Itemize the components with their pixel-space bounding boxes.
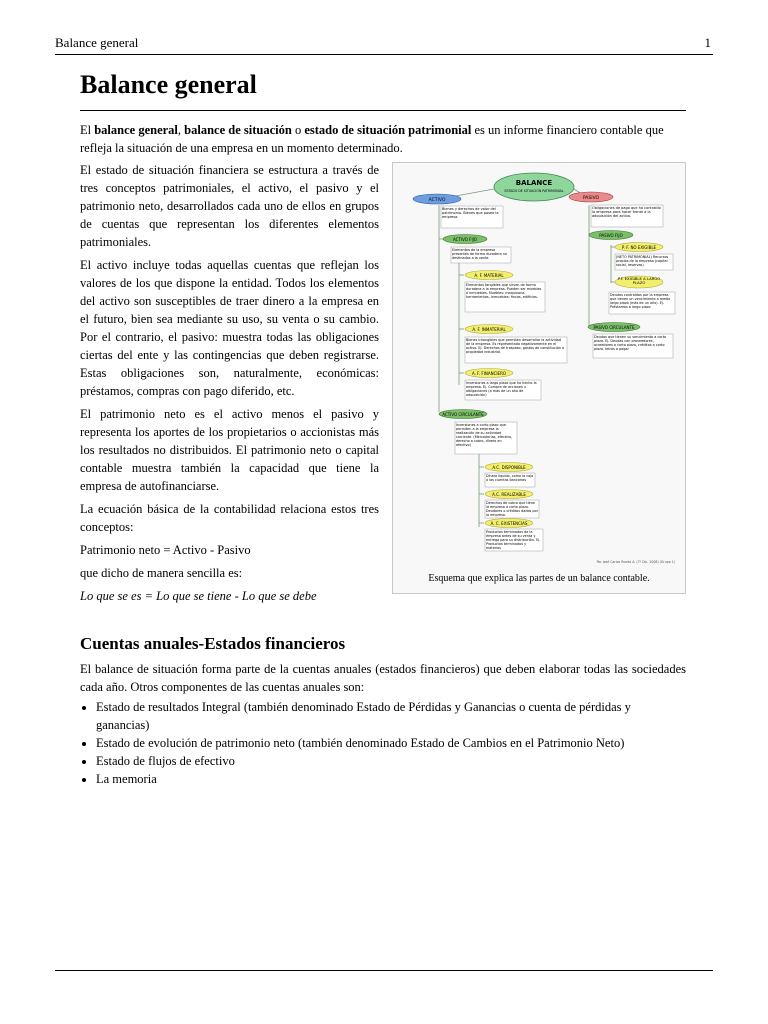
paragraph-patrimonio: El patrimonio neto es el activo menos el pasivo y representa los aportes de los propietarios o accionistas más los resultados no distribuidos. El patrimonio neto o capital contable muestra también la capacidad que tiene la empresa de autofinanciarse. <box>80 407 379 493</box>
paragraph-sencilla: que dicho de manera sencilla es: <box>80 566 243 580</box>
left-column <box>80 161 379 610</box>
ac-existencias-label: A. C. EXISTENCIAS <box>490 521 528 526</box>
root-title: BALANCE <box>515 179 553 187</box>
activo-desc: Bienes y derechos de valor del patrimonio. Bienes que posee la empresa. <box>442 207 499 219</box>
root-oval <box>494 173 574 201</box>
quote <box>80 587 379 605</box>
pasivo-desc: Obligaciones de pago que ha contraído la empresa para hacer frente a la adquisición del activo. <box>592 206 661 218</box>
footer-rule <box>55 970 713 971</box>
af-material-desc: Elementos tangibles que sirven de forma duradera a la empresa. Pueden ser muebles o inmuebles. Muebles: maquinaria, herramientas. Inmuebles: fincas, edificios. <box>466 283 542 299</box>
pasivo-fijo-label: PASIVO FIJO <box>599 233 623 238</box>
pf-exigible-label-wrap <box>617 277 661 288</box>
af-material-label: A. F. MATERIAL <box>474 273 504 278</box>
pf-exigible-desc: Deudas contraídas por la empresa que tienen un vencimiento a medio largo plazo (más de un año). Ej. Préstamos a largo plazo <box>610 293 671 309</box>
list-item: • La memoria <box>96 770 686 788</box>
paragraph-structure: El estado de situación financiera se estructura a través de tres conceptos patrimoniales, el activo, el pasivo y el patrimonio neto, desarrollados cada uno de ellos en grupos de cuentas que representan los diferentes elementos patrimoniales. <box>80 163 379 249</box>
ac-realizable-label: A.C. REALIZABLE <box>492 492 526 497</box>
pf-no-exigible-desc: (NETO PATRIMONIAL) Recursos propios de la empresa (capital social, reservas) <box>616 255 669 267</box>
intro-text: , <box>177 123 185 137</box>
pasivo-circulante-desc: Deudas que tienen su vencimiento a corto plazo. Ej. Deudas con proveedores, acreedores a corto plazo, créditos a corto plazo, letras a pagar <box>594 335 667 351</box>
running-header <box>55 34 713 55</box>
pf-exigible-label: P.F. EXIGIBLE A LARGO PLAZO <box>617 277 661 286</box>
pasivo-label: PASIVO <box>582 196 600 201</box>
balance-diagram-figure <box>392 162 686 594</box>
ac-disponible-label: A.C. DISPONIBLE <box>492 465 526 470</box>
paragraph-activo: El activo incluye todas aquellas cuentas que reflejan los valores de los que dispone la entidad. Todos los elementos del activo son susceptibles de traer dinero a la empresa en el futuro, bien sea mediante su uso, su venta o su cambio. Por el contrario, el pasivo: muestra todas las obligaciones ciertas del ente y las contingencias que deben registrarse. Estas obligaciones son, naturalmente, económicas: préstamos, compras con pago diferido, etc. <box>80 258 379 398</box>
section-body <box>80 660 686 788</box>
activo-label: ACTIVO <box>428 198 446 203</box>
pf-no-exigible-label: P. F. NO EXIGIBLE <box>621 245 657 250</box>
activo-circulante-label: ACTIVO CIRCULANTE <box>442 412 484 417</box>
running-title: Balance general <box>55 35 139 50</box>
intro-text: El <box>80 123 95 137</box>
equation: Patrimonio neto = Activo - Pasivo <box>80 543 251 557</box>
page-number: 1 <box>704 35 711 50</box>
section-paragraph: El balance de situación forma parte de la cuentas anuales (estados financieros) que deben elaborar todas las sociedades cada año. Otros componentes de las cuentas anuales son: <box>80 662 686 694</box>
af-inmaterial-desc: Bienes intangibles que permiten desarrollar la actividad de la empresa. Es representado negativamente en el activo. Ej. Derechos de traspaso, gastos de constitución o propiedad industrial. <box>466 338 565 354</box>
list-item: • Estado de evolución de patrimonio neto (también denominado Estado de Cambios en el Patrimonio Neto) <box>96 734 686 752</box>
af-financiero-label: A. F. FINANCIERO <box>471 371 507 376</box>
components-list <box>80 698 686 788</box>
figure-caption: Esquema que explica las partes de un balance contable. <box>428 573 650 584</box>
activo-fijo-desc: Elementos de la empresa presentes de forma duradera no destinados a la venta <box>452 248 507 260</box>
term-estado-situacion: estado de situación patrimonial <box>304 123 472 137</box>
af-inmaterial-label: A. F. INMATERIAL <box>472 327 506 332</box>
intro-text: es un informe financiero contable que refleja la situación de una empresa en un momento determinado. <box>80 123 664 155</box>
balance-diagram <box>399 167 681 567</box>
term-balance-general: balance general <box>94 123 178 137</box>
activo-fijo-label: ACTIVO FIJO <box>453 237 477 242</box>
intro-paragraph <box>80 121 686 157</box>
section-title: Cuentas anuales-Estados financieros <box>80 634 346 653</box>
root-subtitle: ESTADO DE SITUACIÓN PATRIMONIAL <box>504 189 564 193</box>
activo-circulante-desc: Inversiones a corto plazo que permiten a la empresa la realización de su actividad corriente. (Mercaderías, efectivo, derecho a cobro, dinero en efectivo) <box>456 423 513 447</box>
paragraph-ecuacion: La ecuación básica de la contabilidad relaciona estos tres conceptos: <box>80 502 379 534</box>
ac-existencias-desc: Productos terminados de la empresa antes de su venta y entrega para su distribución. Ej. Productos terminados y materias <box>486 530 541 550</box>
term-balance-situacion: balance de situación <box>184 123 292 137</box>
page-title: Balance general <box>80 70 686 111</box>
list-item: • Estado de resultados Integral (también denominado Estado de Pérdidas y Ganancias o cuenta de pérdidas y ganancias) <box>96 698 686 734</box>
ac-disponible-desc: Dinero líquido, como la caja o las cuentas bancarias <box>486 474 534 482</box>
af-financiero-desc: Inversiones a largo plazo que ha hecho la empresa. Ej. Compra de acciones u obligaciones (a más de un año de adquisición) <box>466 381 537 397</box>
list-item: • Estado de flujos de efectivo <box>96 752 686 770</box>
intro-text: o <box>291 123 305 137</box>
pasivo-circulante-label: PASIVO CIRCULANTE <box>593 325 635 330</box>
ac-realizable-desc: Derechos de cobro que tiene la empresa a corto plazo. Deudores o créditos dados por la empresa. <box>486 501 538 517</box>
quote-text: Lo que se es = Lo que se tiene - Lo que se debe <box>80 589 317 603</box>
diagram-credit: Por José Carlos Rueda A. (7º Dic. 2008) (Grupo 1) <box>596 560 675 564</box>
